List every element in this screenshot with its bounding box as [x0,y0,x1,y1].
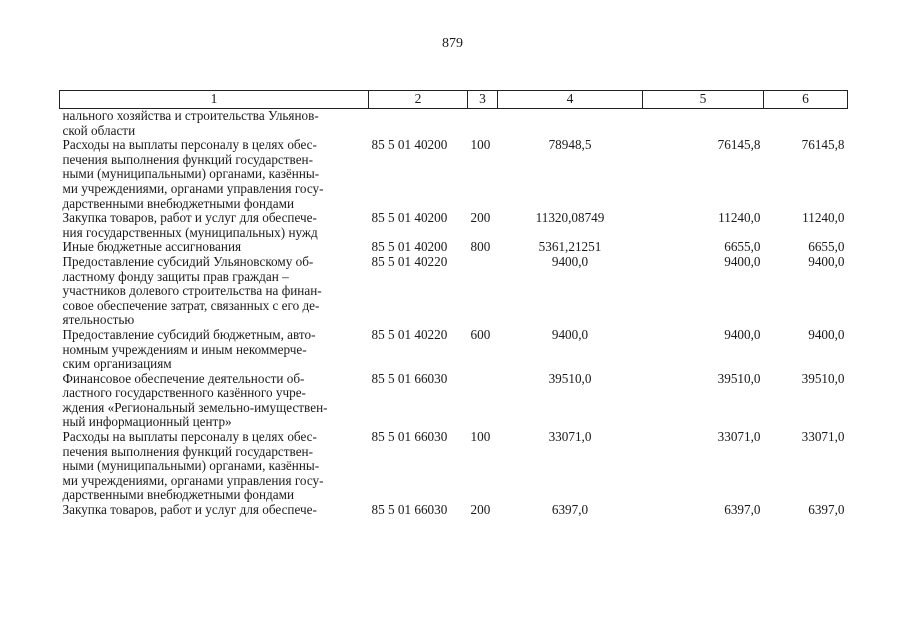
row-expense-type: 200 [470,502,491,518]
row-description [60,255,369,328]
table-row [60,503,848,518]
description-line: нального хозяйства и строительства Ульянов- [62,108,319,123]
description-line: номным учреждениям и иным некоммерче- [62,341,307,357]
description-line: ми учреждениями, органами управления госу- [62,180,324,196]
description-line: печения выполнения функций государствен- [62,151,313,167]
description-line: дарственными внебюджетными фондами [62,487,295,503]
description-line: Расходы на выплаты персоналу в целях обес- [62,429,317,445]
row-description [60,109,369,139]
header-col-6: 6 [764,91,848,109]
description-line: ния государственных (муниципальных) нужд [62,224,318,240]
row-amount-col5: 9400,0 [724,326,761,342]
row-target-code: 85 5 01 40220 [371,253,448,269]
row-amount-col5: 6397,0 [724,502,761,518]
header-col-1: 1 [60,91,369,109]
description-line: ный информационный центр» [62,414,232,430]
header-col-3: 3 [468,91,498,109]
header-col-2: 2 [369,91,468,109]
description-line: ластному фонду защиты прав граждан – [62,268,289,284]
row-description [60,211,369,240]
description-line: участников долевого строительства на финан- [62,283,322,299]
page-number: 879 [442,36,463,51]
row-expense-type [468,372,498,430]
description-line: ластного государственного казённого учре- [62,385,306,401]
table-row [60,328,848,372]
row-target-code: 85 5 01 40220 [371,326,448,342]
row-amount-col4: 33071,0 [548,429,592,445]
description-line: ми учреждениями, органами управления госу- [62,472,324,488]
row-amount-col4: 9400,0 [551,326,589,342]
budget-table [59,90,848,518]
row-amount-col6: 9400,0 [808,253,845,269]
row-amount-col5: 6655,0 [724,239,761,255]
description-line: Предоставление субсидий Ульяновскому об- [62,253,314,269]
row-description [60,503,369,518]
row-amount-col5: 76145,8 [717,137,761,153]
description-line: ской области [62,122,136,138]
row-description [60,430,369,503]
row-amount-col4: 9400,0 [551,253,589,269]
row-description [60,138,369,211]
row-amount-col5: 11240,0 [718,210,761,226]
row-target-code: 85 5 01 40200 [371,210,448,226]
row-description [60,372,369,430]
row-amount-col4: 78948,5 [548,137,592,153]
table-row [60,138,848,211]
row-amount-col6: 39510,0 [801,370,845,386]
row-amount-col6: 9400,0 [808,326,845,342]
description-line: ятельностью [62,312,135,328]
table-header [60,91,848,109]
description-line: Закупка товаров, работ и услуг для обеспече- [62,210,317,226]
header-col-5: 5 [643,91,764,109]
description-line: Иные бюджетные ассигнования [62,239,242,255]
row-amount-col6: 11240,0 [802,210,845,226]
row-amount-col5 [643,109,764,139]
row-amount-col5: 39510,0 [717,370,761,386]
description-line: ским организациям [62,356,172,372]
row-expense-type: 200 [470,210,491,226]
row-amount-col6: 76145,8 [801,137,845,153]
header-row [60,91,848,109]
description-line: ждения «Региональный земельно-имуществен- [62,399,328,415]
table-row [60,255,848,328]
row-amount-col6: 6655,0 [808,239,845,255]
row-amount-col4: 5361,21251 [538,239,602,255]
row-amount-col4: 39510,0 [548,370,592,386]
row-target-code: 85 5 01 40200 [371,239,448,255]
description-line: Расходы на выплаты персоналу в целях обес- [62,137,317,153]
row-expense-type: 600 [470,326,491,342]
description-line: Предоставление субсидий бюджетным, авто- [62,326,316,342]
row-expense-type: 800 [470,239,491,255]
row-expense-type [468,109,498,139]
table-row [60,109,848,139]
row-amount-col4: 6397,0 [551,502,589,518]
row-expense-type: 100 [470,137,491,153]
table-body [60,109,848,518]
description-line: совое обеспечение затрат, связанных с его де- [62,297,320,313]
row-target-code: 85 5 01 66030 [371,502,448,518]
row-amount-col6: 33071,0 [801,429,845,445]
description-line: печения выполнения функций государствен- [62,443,313,459]
table-row [60,240,848,255]
row-expense-type: 100 [470,429,491,445]
row-target-code [369,109,468,139]
description-line: дарственными внебюджетными фондами [62,195,295,211]
row-amount-col4 [498,109,643,139]
description-line: Закупка товаров, работ и услуг для обеспече- [62,502,317,518]
description-line: Финансовое обеспечение деятельности об- [62,370,305,386]
row-target-code: 85 5 01 66030 [371,429,448,445]
row-description [60,240,369,255]
row-amount-col4: 11320,08749 [535,210,605,226]
row-description [60,328,369,372]
table-row [60,211,848,240]
row-expense-type [468,255,498,328]
row-amount-col5: 33071,0 [717,429,761,445]
row-amount-col6: 6397,0 [808,502,845,518]
table-row [60,372,848,430]
description-line: ными (муниципальными) органами, казённы- [62,458,320,474]
row-target-code: 85 5 01 40200 [371,137,448,153]
row-target-code: 85 5 01 66030 [371,370,448,386]
header-col-4: 4 [498,91,643,109]
table-row [60,430,848,503]
description-line: ными (муниципальными) органами, казённы- [62,166,320,182]
row-amount-col6 [764,109,848,139]
row-amount-col5: 9400,0 [724,253,761,269]
